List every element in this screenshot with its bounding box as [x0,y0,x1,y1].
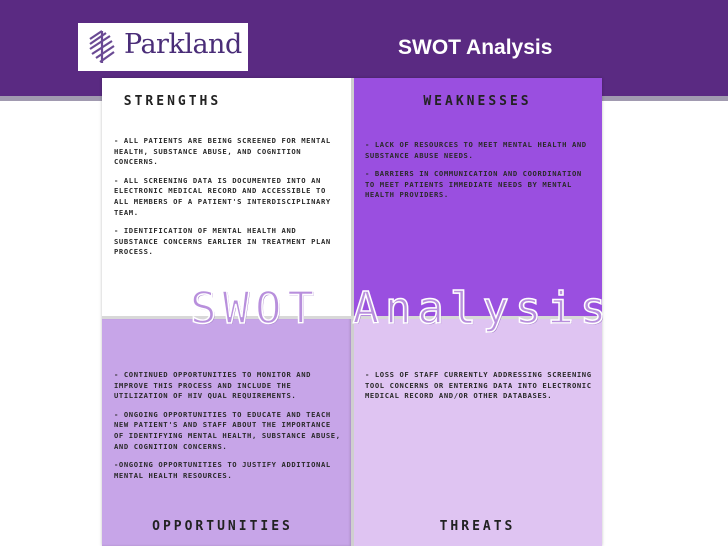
logo-text: Parkland [124,29,242,60]
weaknesses-quadrant [353,78,602,318]
strengths-quadrant [102,78,353,318]
list-item: -ONGOING OPPORTUNITIES TO JUSTIFY ADDITIONAL MENTAL HEALTH RESOURCES. [114,460,331,480]
strengths-title: STRENGTHS [123,94,222,109]
parkland-logo-icon [82,27,122,67]
opportunities-list [114,370,345,489]
opportunities-title: OPPORTUNITIES [152,519,293,534]
weaknesses-list [365,140,594,209]
list-item: - ALL SCREENING DATA IS DOCUMENTED INTO AN ELECTRONIC MEDICAL RECORD AND ACCESSIBLE TO ALL MEMBERS OF A PATIENT'S INTERDISCIPLINARY TEAM. [114,175,331,217]
list-item: - IDENTIFICATION OF MENTAL HEALTH AND SUBSTANCE CONCERNS EARLIER IN TREATMENT PLAN PROCESS. [114,226,331,257]
list-item: - ALL PATIENTS ARE BEING SCREENED FOR MENTAL HEALTH, SUBSTANCE ABUSE, AND COGNITION CONCERNS. [114,136,331,167]
list-item: - LOSS OF STAFF CURRENTLY ADDRESSING SCREENING TOOL CONCERNS OR ENTERING DATA INTO ELECTRONIC MEDICAL RECORD AND/OR OTHER DATABASES. [365,370,592,401]
strengths-list [114,136,345,266]
threats-list [365,370,594,410]
slide-title: SWOT Analysis [398,36,553,59]
list-item: - ONGOING OPPORTUNITIES TO EDUCATE AND TEACH NEW PATIENT'S AND STAFF ABOUT THE IMPORTANCE OF IDENTIFYING MENTAL HEALTH, SUBSTANCE ABUSE, AND COGNITION CONCERNS. [114,409,341,451]
weaknesses-title: WEAKNESSES [423,94,532,109]
opportunities-quadrant [102,318,353,546]
list-item: - BARRIERS IN COMMUNICATION AND COORDINATION TO MEET PATIENTS IMMEDIATE NEEDS BY MENTAL HEALTH PROVIDERS. [365,169,582,200]
list-item: - CONTINUED OPPORTUNITIES TO MONITOR AND IMPROVE THIS PROCESS AND INCLUDE THE UTILIZATION OF HIV QUAL REQUIREMENTS. [114,370,312,401]
swot-watermark: SWOT Analysis [190,283,613,334]
threats-title: THREATS [439,519,516,534]
threats-quadrant [353,318,602,546]
list-item: - LACK OF RESOURCES TO MEET MENTAL HEALTH AND SUBSTANCE ABUSE NEEDS. [365,140,587,160]
parkland-logo [78,23,248,71]
